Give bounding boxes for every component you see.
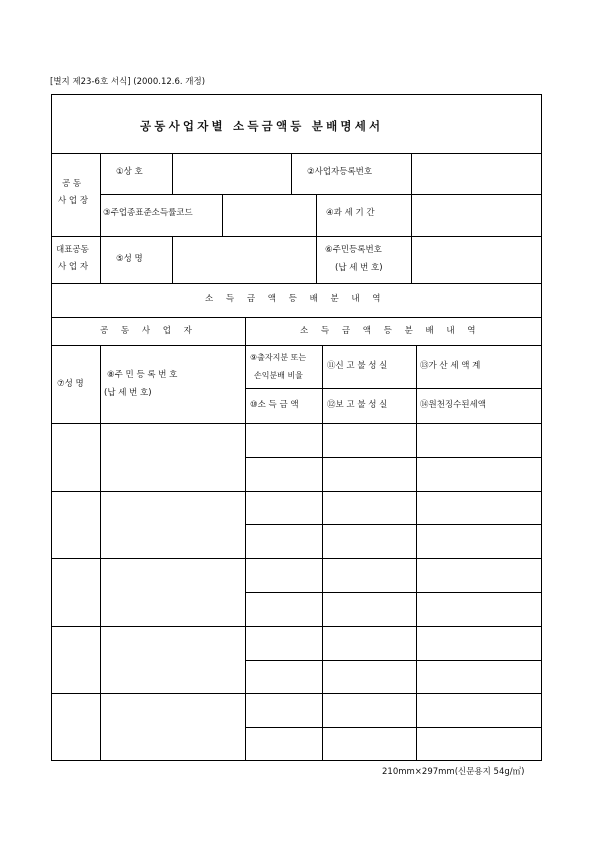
table-subrow-divider <box>245 524 542 525</box>
table-row-divider <box>51 626 542 627</box>
divider <box>411 236 412 283</box>
table-row-divider <box>51 558 542 559</box>
col-income-header: ⑩소 득 금 액 <box>250 400 299 410</box>
distribution-header: 소 득 금 액 등 배 분 내 역 <box>205 294 386 304</box>
col-withholding-header: ⑭원천징수된세액 <box>420 400 486 410</box>
divider <box>100 153 101 283</box>
table-subrow-divider <box>245 457 542 458</box>
col-resident-no-header: ⑧주 민 등 록 번 호 <box>107 370 178 380</box>
table-subrow-divider <box>245 660 542 661</box>
divider <box>172 236 173 283</box>
divider <box>316 194 317 236</box>
divider <box>51 283 542 284</box>
divider <box>51 153 542 154</box>
divider <box>411 194 412 236</box>
table-subrow-divider <box>245 592 542 593</box>
form-title: 공동사업자별 소득금액등 분배명세서 <box>140 119 384 133</box>
divider <box>51 236 542 237</box>
divider <box>222 194 223 236</box>
divider <box>245 317 246 761</box>
joint-partner-group-header: 공 동 사 업 자 <box>100 326 197 336</box>
divider <box>411 153 412 194</box>
col-ratio-header: ⑨출자지분 또는 <box>250 353 307 362</box>
joint-business-label-bottom: 사 업 장 <box>58 196 89 206</box>
divider <box>51 317 542 318</box>
rep-tax-no-label: (납 세 번 호) <box>335 263 383 273</box>
business-reg-no-label: ②사업자등록번호 <box>307 167 373 177</box>
paper-spec: 210mm×297mm(신문용지 54g/㎡) <box>382 767 525 777</box>
divider <box>51 345 542 346</box>
divider <box>51 423 542 424</box>
divider <box>322 345 323 761</box>
col-filing-credit-header: ⑪신 고 불 성 실 <box>327 361 388 371</box>
divider <box>245 388 542 389</box>
divider <box>100 194 542 195</box>
divider <box>416 345 417 761</box>
col-report-credit-header: ⑫보 고 불 성 실 <box>327 400 388 410</box>
form-id: [별지 제23-6호 서식] (2000.12.6. 개정) <box>50 77 206 87</box>
table-row-divider <box>51 693 542 694</box>
rep-resident-no-label: ⑥주민등록번호 <box>325 245 382 255</box>
table-row-divider <box>51 491 542 492</box>
rep-name-label: ⑤성 명 <box>116 254 143 264</box>
joint-business-label-top: 공 동 <box>62 179 82 189</box>
divider <box>291 153 292 194</box>
trade-name-label: ①상 호 <box>116 167 143 177</box>
divider <box>100 345 101 761</box>
table-subrow-divider <box>245 727 542 728</box>
col-name-header: ⑦성 명 <box>57 379 84 389</box>
rep-partner-label-bottom: 사 업 자 <box>58 262 89 272</box>
tax-period-label: ④과 세 기 간 <box>326 208 375 218</box>
income-distribution-group-header: 소 득 금 액 등 분 배 내 역 <box>300 326 481 336</box>
col-tax-no-header: (납 세 번 호) <box>104 388 152 398</box>
col-addl-tax-header: ⑬가 산 세 액 계 <box>420 361 481 371</box>
divider <box>172 153 173 194</box>
divider <box>316 236 317 283</box>
rep-partner-label-top: 대표공동 <box>56 245 89 255</box>
industry-code-label: ③주업종표준소득률코드 <box>103 208 193 218</box>
col-ratio-header-2: 손익분배 비율 <box>254 371 303 380</box>
